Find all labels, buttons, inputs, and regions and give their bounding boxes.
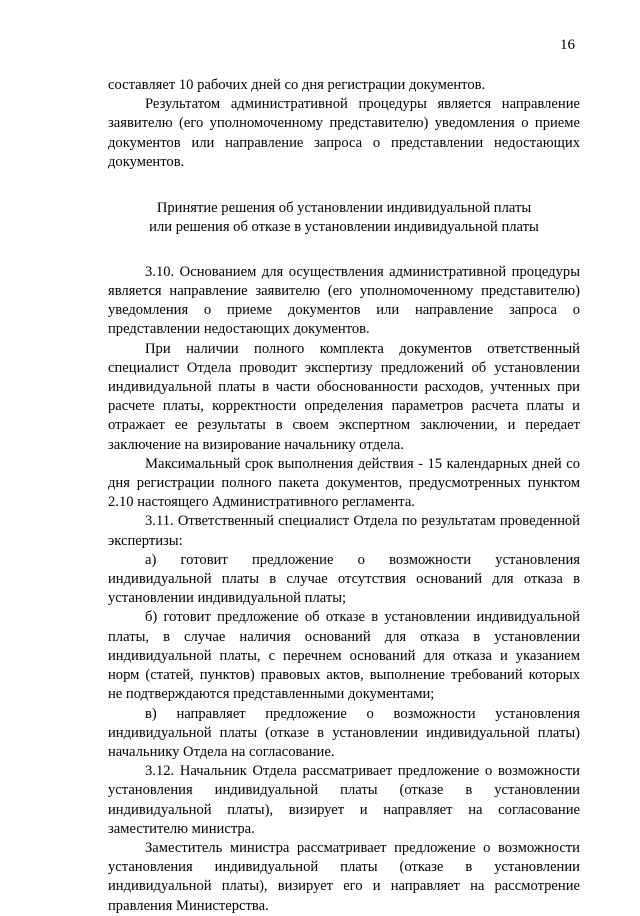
- page-number: 16: [560, 37, 575, 53]
- paragraph-3-11: 3.11. Ответственный специалист Отдела по результатам проведенной экспертизы:: [108, 513, 580, 549]
- section-heading-line-1: Принятие решения об установлении индивидуальной платы: [156, 200, 532, 217]
- paragraph-expertise: При наличии полного комплекта документов ответственный специалист Отдела проводит экспертизу предложений об установлении индивидуальной платы в части обоснованности расходов, учтенных при расчете платы, корректности определения параметров расчета платы и отражает ее результаты в своем экспертном заключении, и передает заключение на визирование начальнику отдела.: [108, 340, 580, 453]
- paragraph-3-12: 3.12. Начальник Отдела рассматривает предложение о возможности установления индивидуальной платы (отказе в установлении индивидуальной платы), визирует и направляет на согласование заместителю министра.: [108, 763, 580, 837]
- paragraph-deadline: Максимальный срок выполнения действия - 15 календарных дней со дня регистрации полного пакета документов, предусмотренных пунктом 2.10 настоящего Административного регламента.: [108, 455, 580, 511]
- section-heading-line-2: или решения об отказе в установлении индивидуальной платы: [149, 219, 539, 236]
- paragraph-deputy-minister: Заместитель министра рассматривает предложение о возможности установления индивидуальной платы (отказе в установлении индивидуальной платы), визирует его и направляет на рассмотрение правления Министерства.: [108, 839, 580, 914]
- section-heading: [108, 199, 580, 238]
- paragraph-result: Результатом административной процедуры является направление заявителю (его уполномоченному представителю) уведомления о приеме документов или направление запроса о представлении недостающих документов.: [108, 96, 580, 170]
- paragraph-continuation: составляет 10 рабочих дней со дня регистрации документов.: [108, 77, 486, 93]
- list-item-b: б) готовит предложение об отказе в установлении индивидуальной платы, в случае наличия оснований для отказа в установлении индивидуальной платы, с перечнем оснований для отказа и указанием норм (статей, пунктов) правовых актов, выполнение требований которых не подтверждаются представленными документами;: [108, 609, 580, 703]
- paragraph-3-10: 3.10. Основанием для осуществления административной процедуры является направление заявителю (его уполномоченному представителю) уведомления о приеме документов или направление запроса о представлении недостающих документов.: [108, 263, 580, 338]
- list-item-a: а) готовит предложение о возможности установления индивидуальной платы в случае отсутствия оснований для отказа в установлении индивидуальной платы;: [108, 551, 580, 607]
- list-item-v: в) направляет предложение о возможности установления индивидуальной платы (отказе в установлении индивидуальной платы) начальнику Отдела на согласование.: [108, 705, 580, 760]
- document-body: [108, 76, 580, 916]
